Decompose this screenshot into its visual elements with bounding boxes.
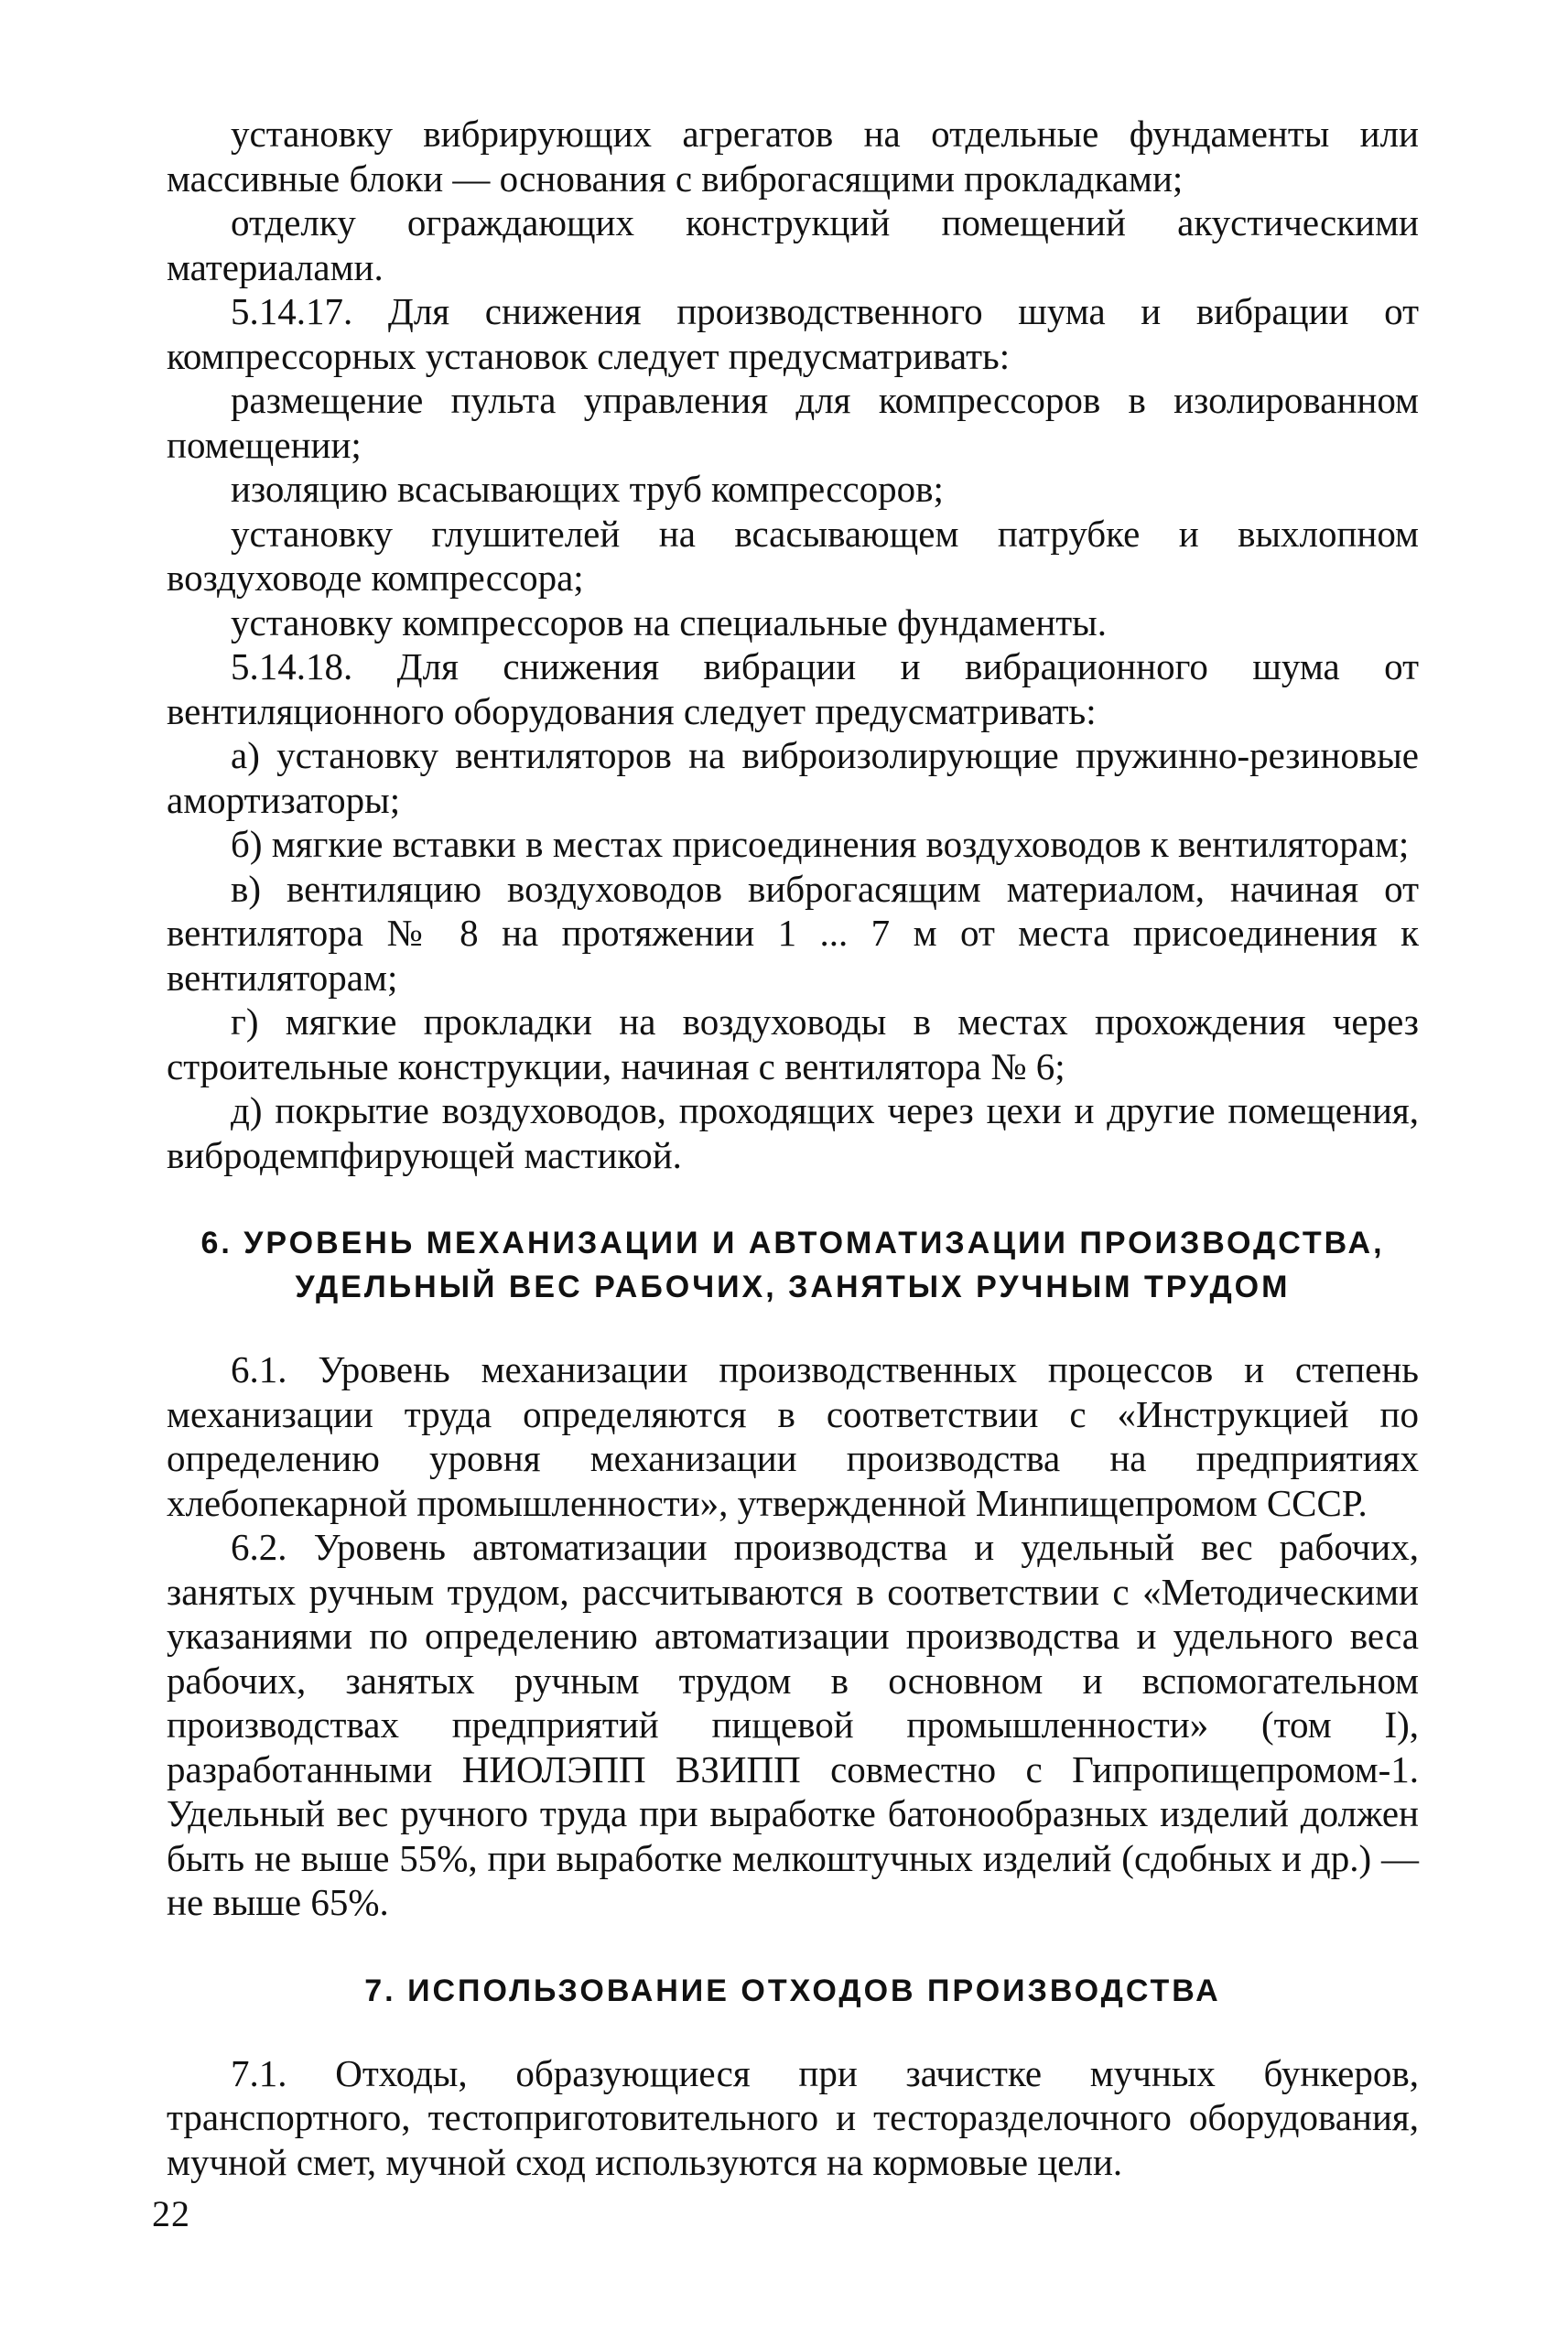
paragraph: размещение пульта управления для компрессоров в изолированном помещении; — [167, 379, 1419, 466]
heading-line: 6. УРОВЕНЬ МЕХАНИЗАЦИИ И АВТОМАТИЗАЦИИ ПРОИЗВОДСТВА, — [200, 1226, 1385, 1260]
paragraph: 5.14.18. Для снижения вибрации и вибрационного шума от вентиляционного оборудования следует предусматривать: — [167, 645, 1419, 732]
list-item: г) мягкие прокладки на воздуховоды в местах прохождения через строительные конструкции, начиная с вентилятора № 6; — [167, 1000, 1419, 1087]
paragraph: 6.1. Уровень механизации производственных процессов и степень механизации труда определяются в соответствии с «Инструкцией по определению уровня механизации производства на предприятиях хлебопекарной промышленности», утвержденной Минпищепромом СССР. — [167, 1348, 1419, 1524]
list-item: д) покрытие воздуховодов, проходящих через цехи и другие помещения, вибродемпфирующей мастикой. — [167, 1089, 1419, 1176]
section-5-continuation — [167, 112, 1419, 1177]
section-6 — [167, 1221, 1419, 1925]
paragraph: изоляцию всасывающих труб компрессоров; — [231, 468, 944, 510]
list-item: б) мягкие вставки в местах присоединения воздуховодов к вентиляторам; — [231, 823, 1410, 865]
list-item: а) установку вентиляторов на виброизолирующие пружинно-резиновые амортизаторы; — [167, 734, 1419, 821]
paragraph: 6.2. Уровень автоматизации производства и удельный вес рабочих, занятых ручным трудом, рассчитываются в соответствии с «Методическими указаниями по определению автоматизации производства и удельного веса рабочих, занятых ручным трудом в основном и вспомогательном производствах предприятий пищевой промышленности» (том I), разработанными НИОЛЭПП ВЗИПП совместно с Гипропищепромом-1. Удельный вес ручного труда при выработке батонообразных изделий должен быть не выше 55%, при выработке мелкоштучных изделий (сдобных и др.) — не выше 65%. — [167, 1526, 1419, 1923]
heading-line: УДЕЛЬНЫЙ ВЕС РАБОЧИХ, ЗАНЯТЫХ РУЧНЫМ ТРУДОМ — [295, 1270, 1291, 1304]
paragraph: 7.1. Отходы, образующиеся при зачистке мучных бункеров, транспортного, тестоприготовительного и тесторазделочного оборудования, мучной смет, мучной сход используются на кормовые цели. — [167, 2051, 1419, 2183]
section-7 — [167, 1969, 1419, 2185]
paragraph: установку компрессоров на специальные фундаменты. — [231, 600, 1107, 643]
page-body — [167, 112, 1419, 2184]
paragraph: установку вибрирующих агрегатов на отдельные фундаменты или массивные блоки — основания с виброгасящими прокладками; — [167, 113, 1419, 200]
section-6-heading — [167, 1221, 1419, 1309]
paragraph: 5.14.17. Для снижения производственного шума и вибрации от компрессорных установок следует предусматривать: — [167, 290, 1419, 377]
page-number: 22 — [152, 2193, 190, 2234]
paragraph: установку глушителей на всасывающем патрубке и выхлопном воздуховоде компрессора; — [167, 512, 1419, 599]
paragraph: отделку ограждающих конструкций помещений акустическими материалами. — [167, 201, 1419, 288]
section-7-heading: 7. ИСПОЛЬЗОВАНИЕ ОТХОДОВ ПРОИЗВОДСТВА — [364, 1973, 1221, 2008]
list-item: в) вентиляцию воздуховодов виброгасящим материалом, начиная от вентилятора № 8 на протяжении 1 ... 7 м от места присоединения к вентиляторам; — [167, 867, 1419, 999]
